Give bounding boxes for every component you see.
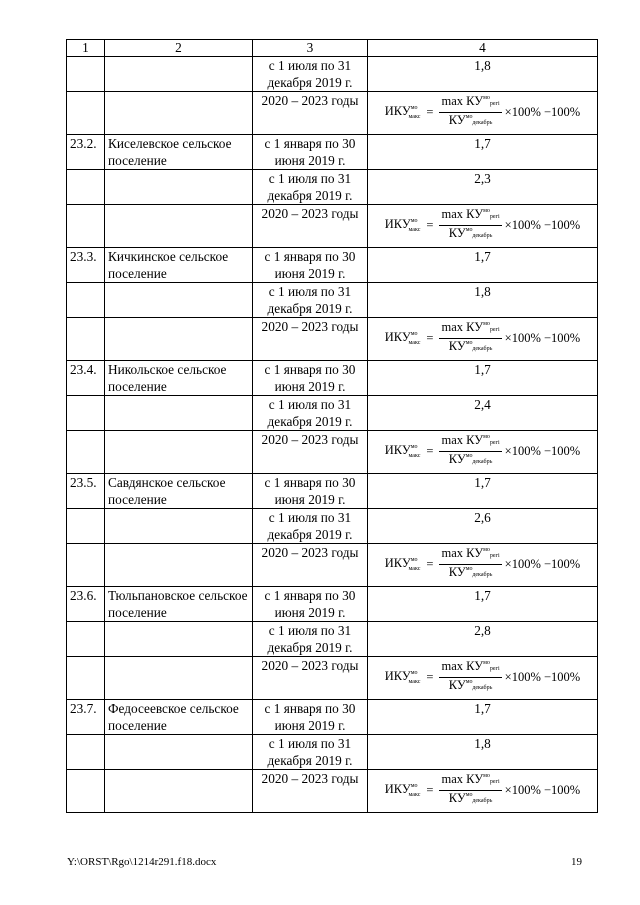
table-row [67, 57, 598, 92]
table-row [67, 622, 598, 657]
value-cell: 1,8 [368, 57, 598, 92]
settlement-name [105, 170, 253, 205]
formula-fraction [439, 773, 501, 808]
settlement-name [105, 396, 253, 431]
formula-lhs: $ИКУ^{мо}_{макс}$ [384, 329, 421, 346]
col-header-3: 3 [253, 40, 368, 57]
period-cell: с 1 января по 30 июня 2019 г. [253, 135, 368, 170]
formula-cell [368, 657, 598, 700]
formula-denominator: $КУ^{мо}декабрь$ [448, 226, 493, 240]
value-cell: 1,7 [368, 361, 598, 396]
value-cell: 2,8 [368, 622, 598, 657]
settlement-name [105, 657, 253, 700]
row-number: 23.3. [67, 248, 105, 283]
row-number: 23.6. [67, 587, 105, 622]
row-number: 23.2. [67, 135, 105, 170]
period-cell: 2020 – 2023 годы [253, 431, 368, 474]
period-cell: с 1 января по 30 июня 2019 г. [253, 248, 368, 283]
formula-denominator: $КУ^{мо}декабрь$ [448, 565, 493, 579]
period-cell: 2020 – 2023 годы [253, 92, 368, 135]
period-cell: с 1 июля по 31 декабря 2019 г. [253, 396, 368, 431]
value-cell: 2,3 [368, 170, 598, 205]
period-cell: с 1 июля по 31 декабря 2019 г. [253, 57, 368, 92]
settlement-name [105, 544, 253, 587]
period-cell: с 1 июля по 31 декабря 2019 г. [253, 283, 368, 318]
table-row [67, 770, 598, 813]
settlement-name [105, 92, 253, 135]
row-number [67, 205, 105, 248]
formula-denominator: $КУ^{мо}декабрь$ [448, 339, 493, 353]
footer-file-path: Y:\ORST\Rgo\1214r291.f18.docx [67, 856, 217, 868]
settlement-name [105, 283, 253, 318]
value-cell: 1,7 [368, 587, 598, 622]
index-formula [385, 660, 580, 695]
formula-numerator: $\max КУ^{мо}регі$ [439, 660, 501, 678]
row-number: 23.7. [67, 700, 105, 735]
formula-numerator: $\max КУ^{мо}регі$ [439, 95, 501, 113]
table-row [67, 544, 598, 587]
table-row [67, 283, 598, 318]
row-number [67, 170, 105, 205]
formula-lhs: $ИКУ^{мо}_{макс}$ [384, 442, 421, 459]
period-cell: 2020 – 2023 годы [253, 544, 368, 587]
period-cell: с 1 июля по 31 декабря 2019 г. [253, 509, 368, 544]
formula-cell [368, 205, 598, 248]
index-formula [385, 773, 580, 808]
formula-lhs: $ИКУ^{мо}_{макс}$ [384, 781, 421, 798]
table-row [67, 318, 598, 361]
row-number [67, 57, 105, 92]
formula-lhs: $ИКУ^{мо}_{макс}$ [384, 103, 421, 120]
row-number: 23.4. [67, 361, 105, 396]
settlement-name [105, 509, 253, 544]
formula-equals: = [426, 670, 434, 684]
period-cell: с 1 января по 30 июня 2019 г. [253, 700, 368, 735]
formula-tail: ×100% −100% [504, 670, 581, 684]
formula-fraction [439, 660, 501, 695]
table-row [67, 170, 598, 205]
period-cell: с 1 июля по 31 декабря 2019 г. [253, 622, 368, 657]
period-cell: 2020 – 2023 годы [253, 318, 368, 361]
row-number [67, 544, 105, 587]
formula-fraction [439, 208, 501, 243]
settlement-name: Федосеевское сельское поселение [105, 700, 253, 735]
table-body [67, 57, 598, 813]
index-formula [385, 208, 580, 243]
row-number [67, 735, 105, 770]
settlement-name [105, 318, 253, 361]
formula-denominator: $КУ^{мо}декабрь$ [448, 113, 493, 127]
period-cell: с 1 января по 30 июня 2019 г. [253, 361, 368, 396]
table-row [67, 657, 598, 700]
value-cell: 1,7 [368, 474, 598, 509]
formula-tail: ×100% −100% [504, 444, 581, 458]
footer-page-number: 19 [571, 856, 582, 868]
table-row [67, 92, 598, 135]
period-cell: с 1 января по 30 июня 2019 г. [253, 474, 368, 509]
row-number [67, 657, 105, 700]
period-cell: 2020 – 2023 годы [253, 770, 368, 813]
period-cell: 2020 – 2023 годы [253, 205, 368, 248]
table-row [67, 700, 598, 735]
table-row [67, 474, 598, 509]
value-cell: 1,8 [368, 283, 598, 318]
col-header-2: 2 [105, 40, 253, 57]
formula-fraction [439, 547, 501, 582]
period-cell: 2020 – 2023 годы [253, 657, 368, 700]
settlement-name [105, 431, 253, 474]
index-formula [385, 321, 580, 356]
formula-cell [368, 318, 598, 361]
formula-equals: = [426, 105, 434, 119]
formula-tail: ×100% −100% [504, 557, 581, 571]
row-number [67, 283, 105, 318]
formula-numerator: $\max КУ^{мо}регі$ [439, 547, 501, 565]
table-row [67, 135, 598, 170]
settlement-name: Киселевское сельское поселение [105, 135, 253, 170]
settlement-name [105, 735, 253, 770]
index-formula [385, 547, 580, 582]
formula-denominator: $КУ^{мо}декабрь$ [448, 791, 493, 805]
row-number [67, 770, 105, 813]
formula-lhs: $ИКУ^{мо}_{макс}$ [384, 555, 421, 572]
period-cell: с 1 января по 30 июня 2019 г. [253, 587, 368, 622]
index-formula [385, 95, 580, 130]
row-number [67, 622, 105, 657]
table-row [67, 431, 598, 474]
formula-numerator: $\max КУ^{мо}регі$ [439, 208, 501, 226]
value-cell: 2,6 [368, 509, 598, 544]
formula-numerator: $\max КУ^{мо}регі$ [439, 434, 501, 452]
settlement-name [105, 205, 253, 248]
col-header-1: 1 [67, 40, 105, 57]
table-row [67, 205, 598, 248]
col-header-4: 4 [368, 40, 598, 57]
formula-equals: = [426, 783, 434, 797]
row-number [67, 92, 105, 135]
row-number [67, 431, 105, 474]
formula-tail: ×100% −100% [504, 105, 581, 119]
value-cell: 1,7 [368, 700, 598, 735]
value-cell: 1,7 [368, 135, 598, 170]
row-number [67, 509, 105, 544]
row-number: 23.5. [67, 474, 105, 509]
formula-numerator: $\max КУ^{мо}регі$ [439, 773, 501, 791]
formula-denominator: $КУ^{мо}декабрь$ [448, 678, 493, 692]
table-row [67, 735, 598, 770]
table-header-row [67, 40, 598, 57]
row-number [67, 396, 105, 431]
period-cell: с 1 июля по 31 декабря 2019 г. [253, 170, 368, 205]
settlement-name [105, 622, 253, 657]
table-row [67, 587, 598, 622]
formula-fraction [439, 434, 501, 469]
formula-fraction [439, 95, 501, 130]
formula-numerator: $\max КУ^{мо}регі$ [439, 321, 501, 339]
settlement-name: Тюльпановское сельское поселение [105, 587, 253, 622]
settlement-name [105, 57, 253, 92]
table-row [67, 509, 598, 544]
formula-equals: = [426, 444, 434, 458]
formula-equals: = [426, 557, 434, 571]
table-row [67, 396, 598, 431]
formula-cell [368, 92, 598, 135]
formula-tail: ×100% −100% [504, 783, 581, 797]
row-number [67, 318, 105, 361]
formula-equals: = [426, 218, 434, 232]
index-formula [385, 434, 580, 469]
settlement-name [105, 770, 253, 813]
tariff-table [66, 39, 598, 813]
formula-equals: = [426, 331, 434, 345]
formula-tail: ×100% −100% [504, 331, 581, 345]
settlement-name: Савдянское сельское поселение [105, 474, 253, 509]
formula-cell [368, 431, 598, 474]
settlement-name: Никольское сельское поселение [105, 361, 253, 396]
value-cell: 2,4 [368, 396, 598, 431]
formula-fraction [439, 321, 501, 356]
table-row [67, 361, 598, 396]
value-cell: 1,8 [368, 735, 598, 770]
table-row [67, 248, 598, 283]
formula-denominator: $КУ^{мо}декабрь$ [448, 452, 493, 466]
formula-cell [368, 770, 598, 813]
period-cell: с 1 июля по 31 декабря 2019 г. [253, 735, 368, 770]
value-cell: 1,7 [368, 248, 598, 283]
settlement-name: Кичкинское сельское поселение [105, 248, 253, 283]
formula-tail: ×100% −100% [504, 218, 581, 232]
formula-lhs: $ИКУ^{мо}_{макс}$ [384, 216, 421, 233]
formula-lhs: $ИКУ^{мо}_{макс}$ [384, 668, 421, 685]
formula-cell [368, 544, 598, 587]
